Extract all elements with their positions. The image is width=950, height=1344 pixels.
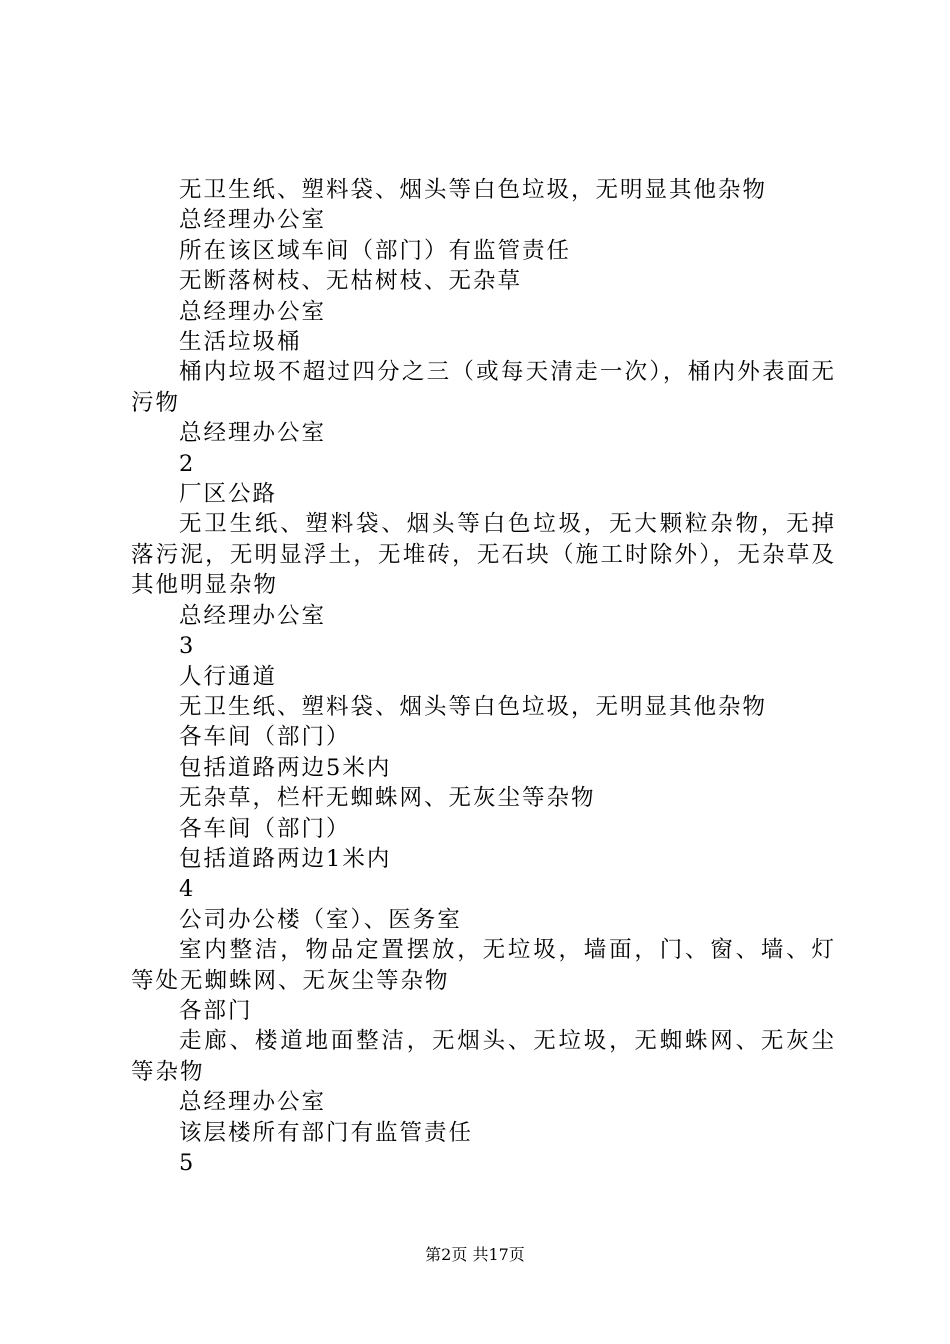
paragraph: 无卫生纸、塑料袋、烟头等白色垃圾，无明显其他杂物 [179, 177, 768, 203]
paragraph: 室内整洁，物品定置摆放，无垃圾，墙面，门、窗、墙、灯等处无蜘蛛网、无灰尘等杂物 [131, 937, 836, 994]
paragraph: 各车间（部门） [179, 724, 351, 751]
paragraph: 无卫生纸、塑料袋、烟头等白色垃圾，无明显其他杂物 [179, 693, 768, 720]
paragraph: 无卫生纸、塑料袋、烟头等白色垃圾，无大颗粒杂物，无掉落污泥，无明显浮土，无堆砖，无石块（施工时除外），无杂草及其他明显杂物 [131, 511, 836, 599]
paragraph: 包括道路两边1米内 [179, 845, 392, 872]
paragraph: 桶内垃圾不超过四分之三（或每天清走一次），桶内外表面无污物 [131, 359, 836, 416]
paragraph: 总经理办公室 [179, 602, 327, 629]
paragraph: 总经理办公室 [179, 298, 327, 325]
paragraph: 人行通道 [179, 663, 278, 690]
page-number-label: 第2页 共17页 [425, 1245, 525, 1264]
document-body [131, 175, 836, 1178]
paragraph: 5 [179, 1150, 196, 1176]
paragraph: 总经理办公室 [179, 420, 327, 447]
paragraph: 该层楼所有部门有监管责任 [179, 1119, 474, 1146]
paragraph: 包括道路两边5米内 [179, 754, 392, 781]
paragraph: 所在该区域车间（部门）有监管责任 [179, 237, 572, 264]
paragraph: 无断落树枝、无枯树枝、无杂草 [179, 268, 523, 295]
paragraph: 各部门 [179, 997, 253, 1024]
paragraph: 走廊、楼道地面整洁，无烟头、无垃圾，无蜘蛛网、无灰尘等杂物 [131, 1028, 836, 1085]
page-footer [0, 1243, 950, 1267]
paragraph: 公司办公楼（室）、医务室 [179, 906, 462, 933]
paragraph: 各车间（部门） [179, 815, 351, 842]
paragraph: 4 [179, 876, 196, 903]
paragraph: 无杂草，栏杆无蜘蛛网、无灰尘等杂物 [179, 785, 596, 812]
paragraph: 厂区公路 [179, 481, 278, 508]
paragraph: 3 [179, 633, 196, 660]
paragraph: 总经理办公室 [179, 207, 327, 234]
paragraph: 生活垃圾桶 [179, 329, 302, 356]
paragraph: 总经理办公室 [179, 1089, 327, 1116]
paragraph: 2 [179, 450, 196, 477]
